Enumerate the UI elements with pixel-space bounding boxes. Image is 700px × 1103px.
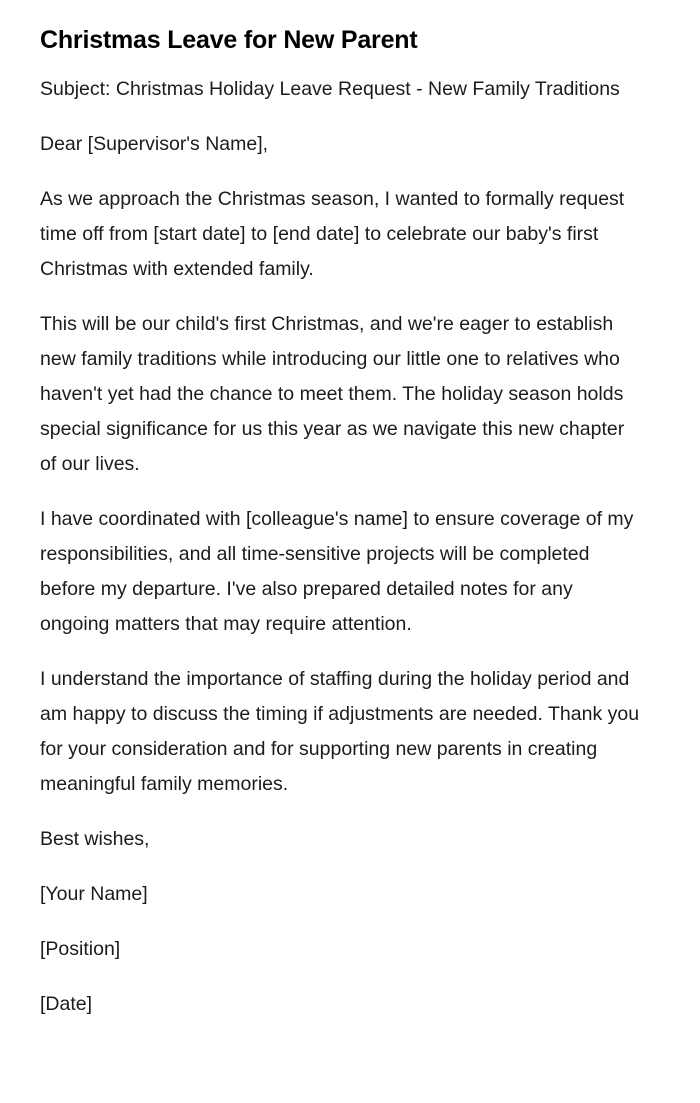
document-title: Christmas Leave for New Parent [40,26,418,54]
signature-position: [Position] [40,938,121,960]
letter-document [40,22,640,1042]
body-paragraph-1: As we approach the Christmas season, I wanted to formally request time off from [start date] to [end date] to celebrate our baby's first Christmas with extended family. [40,188,625,280]
body-paragraph-2: This will be our child's first Christmas, and we're eager to establish new family traditions while introducing our little one to relatives who haven't yet had the chance to meet them. The holiday season holds special significance for us this year as we navigate this new chapter of our lives. [40,313,625,475]
signature-name: [Your Name] [40,883,148,905]
signature-date: [Date] [40,993,93,1015]
body-paragraph-4: I understand the importance of staffing during the holiday period and am happy to discuss the timing if adjustments are needed. Thank you for your consideration and for supporting new parents in creating meaningful family memories. [40,668,640,795]
body-paragraph-3: I have coordinated with [colleague's name] to ensure coverage of my responsibilities, and all time-sensitive projects will be completed before my departure. I've also prepared detailed notes for any ongoing matters that may require attention. [40,508,634,635]
salutation: Dear [Supervisor's Name], [40,133,269,155]
subject-line: Subject: Christmas Holiday Leave Request - New Family Traditions [40,78,620,100]
closing: Best wishes, [40,828,150,850]
